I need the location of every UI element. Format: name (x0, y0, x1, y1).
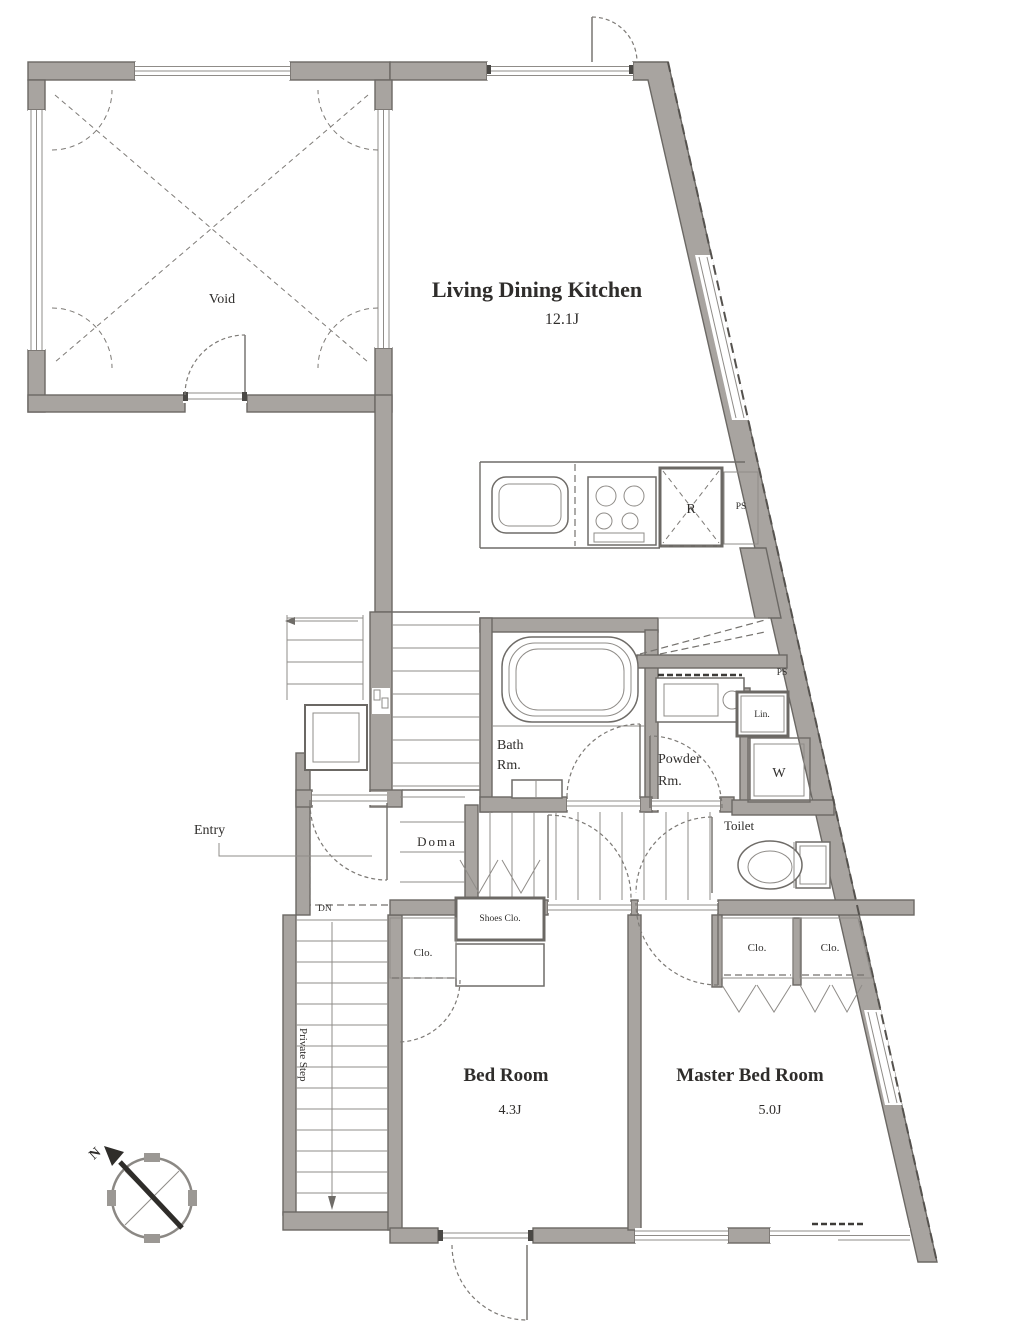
room-label-bedroom: Bed Room (463, 1065, 549, 1086)
entry-door-arc (310, 803, 387, 880)
label-linen-closet: Lin. (754, 710, 770, 720)
label-master-closet-right: Clo. (820, 942, 840, 954)
bath-step (512, 780, 562, 798)
bathtub (502, 637, 638, 722)
bath-door-arc (567, 724, 640, 797)
room-size-master-bedroom: 5.0J (758, 1103, 782, 1118)
label-bedroom-closet: Clo. (413, 947, 433, 959)
room-size-ldk: 12.1J (544, 311, 580, 328)
label-pipe-space-powder: PS (776, 668, 788, 678)
room-label-doma: Doma (417, 834, 457, 849)
stove (588, 477, 656, 545)
powder-door-arc (650, 736, 722, 808)
room-label-powder-1: Powder (658, 752, 701, 767)
void-markings (52, 90, 378, 395)
master-door-arc (636, 903, 718, 985)
label-down-marker: DN (318, 904, 332, 914)
label-master-closet-left: Clo. (747, 942, 767, 954)
label-shoes-closet: Shoes Clo. (479, 914, 521, 924)
room-size-bedroom: 4.3J (498, 1103, 522, 1118)
bedroom-door-arc (548, 815, 631, 898)
room-label-void: Void (208, 292, 236, 307)
label-washer: W (772, 766, 786, 781)
vanity (656, 678, 744, 722)
bedroom-closet-door-arc (398, 980, 460, 1042)
label-private-step: Private Step (297, 1028, 309, 1082)
room-label-master-bedroom: Master Bed Room (676, 1065, 824, 1086)
void-door-arc (185, 335, 245, 395)
room-label-bath-2: Rm. (497, 758, 521, 773)
private-step-down-arrow (328, 1196, 336, 1210)
room-label-ldk: Living Dining Kitchen (431, 277, 643, 302)
label-north: N (86, 1145, 105, 1163)
room-label-bath-1: Bath (497, 738, 524, 753)
toilet-bowl (738, 841, 802, 889)
balcony-door-arc (592, 17, 637, 62)
toilet-door-arc (636, 817, 712, 893)
entry-overhang-dashed (310, 800, 392, 905)
label-pipe-space-kitchen: PS (735, 502, 747, 512)
room-label-entry: Entry (194, 823, 226, 838)
room-label-powder-2: Rm. (658, 774, 682, 789)
compass-icon (104, 1146, 197, 1243)
bedroom-terrace-door-arc (452, 1245, 527, 1320)
light-well (305, 705, 367, 770)
label-refrigerator: R (686, 502, 696, 517)
room-label-toilet: Toilet (724, 818, 755, 833)
compass-needle (120, 1162, 182, 1228)
